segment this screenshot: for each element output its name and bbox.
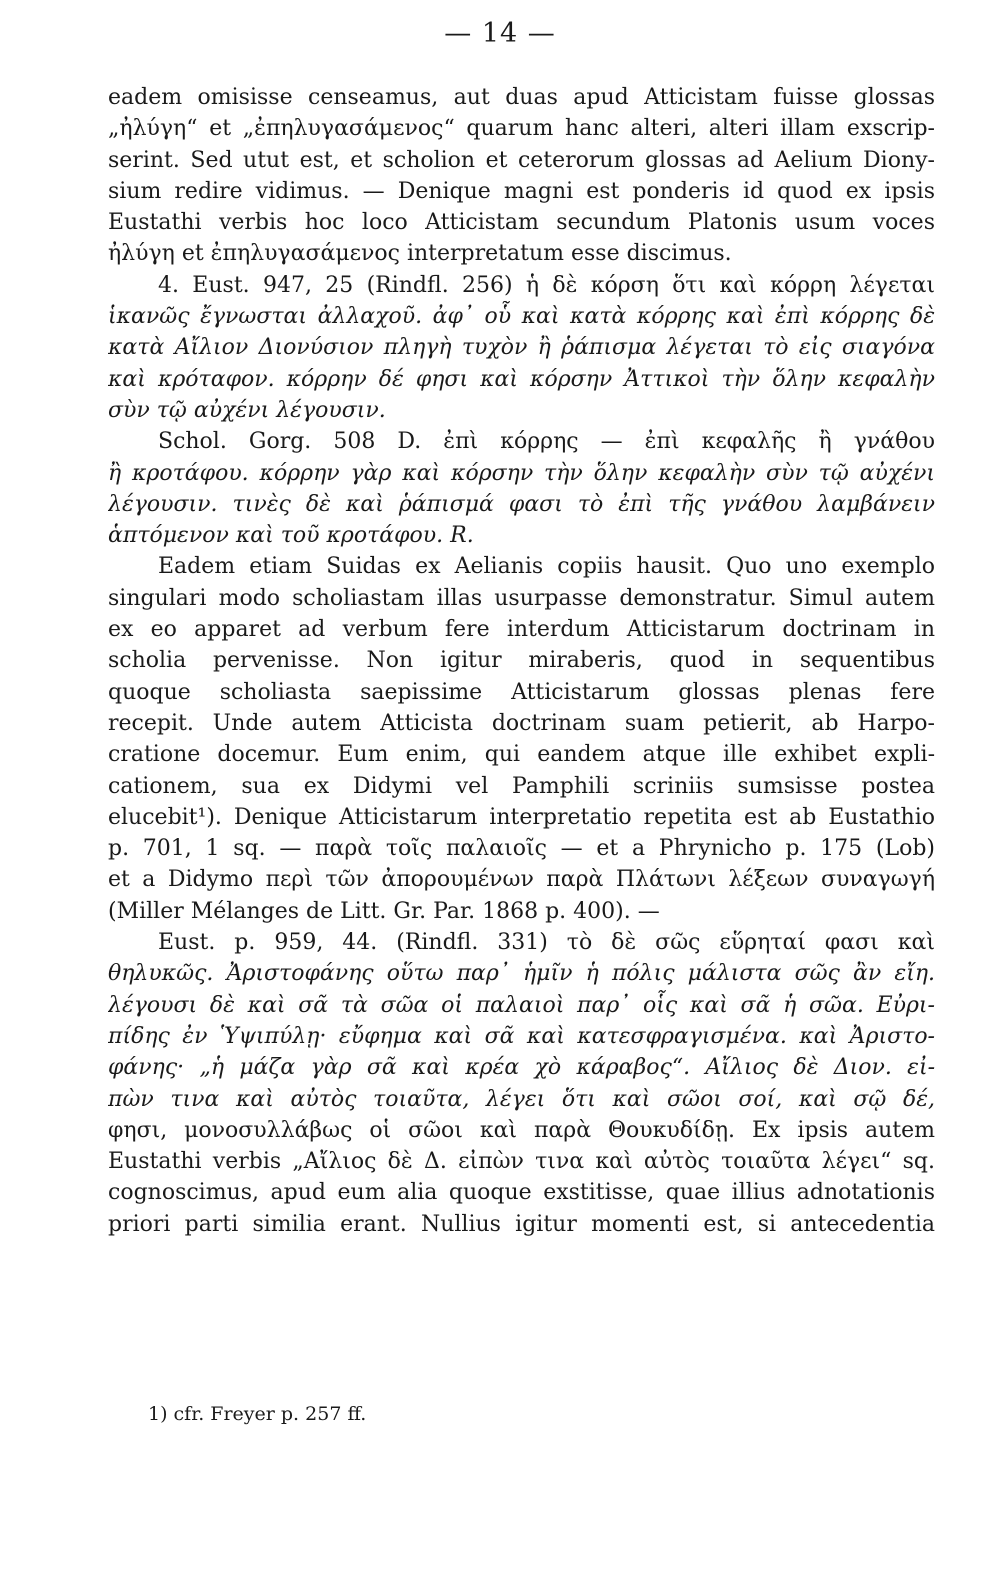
text-line: p. 701, 1 sq. — παρὰ τοῖς παλαιοῖς — et a Phrynicho p. 175 (Lob)	[108, 836, 935, 862]
text-line: φησι, μονοσυλλάβως οἱ σῶοι καὶ παρὰ Θουκυδίδῃ. Ex ipsis autem	[108, 1117, 935, 1143]
text-line: σὺν τῷ αὐχένι λέγουσιν.	[108, 397, 386, 423]
text-line: Schol. Gorg. 508 D. ἐπὶ κόρρης — ἐπὶ κεφαλῆς ἢ γνάθου	[158, 429, 935, 455]
text-line: κατὰ Αἴλιον Διονύσιον πληγὴ τυχὸν ἢ ῥάπισμα λέγεται τὸ εἰς σιαγόνα	[108, 335, 935, 361]
text-line: φάνης· „ἡ μάζα γὰρ σᾶ καὶ κρέα χὸ κάραβος“. Αἴλιος δὲ Διον. εἰ-	[108, 1055, 935, 1081]
footnote: 1) cfr. Freyer p. 257 ff.	[148, 1403, 367, 1425]
text-line: cationem, sua ex Didymi vel Pamphili scriniis sumsisse postea	[108, 773, 935, 799]
text-line: ἱκανῶς ἔγνωσται ἀλλαχοῦ. ἀφ᾽ οὗ καὶ κατὰ κόρρης καὶ ἐπὶ κόρρης δὲ	[108, 304, 935, 330]
text-line: λέγουσι δὲ καὶ σᾶ τὰ σῶα οἱ παλαιοὶ παρ᾽ οἷς καὶ σᾶ ἡ σῶα. Εὐρι-	[108, 992, 935, 1018]
text-line: Eustathi verbis hoc loco Atticistam secundum Platonis usum voces	[108, 210, 935, 236]
text-line: elucebit¹). Denique Atticistarum interpretatio repetita est ab Eustathio	[108, 804, 935, 830]
text-line: ἁπτόμενον καὶ τοῦ κροτάφου. R.	[108, 523, 474, 549]
text-line: θηλυκῶς. Ἀριστοφάνης οὕτω παρ᾽ ἡμῖν ἡ πόλις μάλιστα σῶς ἂν εἴη.	[108, 961, 935, 987]
text-line: πίδης ἐν Ὑψιπύλῃ· εὔφημα καὶ σᾶ καὶ κατεσφραγισμένα. καὶ Ἀριστο-	[108, 1023, 935, 1049]
text-line: recepit. Unde autem Atticista doctrinam suam petierit, ab Harpo-	[108, 710, 935, 736]
text-line: scholia pervenisse. Non igitur miraberis, quod in sequentibus	[108, 648, 935, 674]
text-line: Eadem etiam Suidas ex Aelianis copiis hausit. Quo uno exemplo	[158, 554, 935, 580]
text-line: quoque scholiasta saepissime Atticistarum glossas plenas fere	[108, 679, 935, 705]
page-number: — 14 —	[444, 18, 556, 49]
text-line: Eustathi verbis „Αἴλιος δὲ Δ. εἰπὼν τινα καὶ αὐτὸς τοιαῦτα λέγει“ sq.	[108, 1149, 935, 1175]
text-line: λέγουσιν. τινὲς δὲ καὶ ῥάπισμά φασι τὸ ἐπὶ τῆς γνάθου λαμβάνειν	[108, 491, 935, 517]
text-line: cognoscimus, apud eum alia quoque exstitisse, quae illius adnotationis	[108, 1180, 935, 1206]
text-line: (Miller Mélanges de Litt. Gr. Par. 1868 p. 400). —	[108, 898, 660, 924]
text-line: serint. Sed utut est, et scholion et ceterorum glossas ad Aelium Diony-	[108, 147, 935, 173]
text-line: πὼν τινα καὶ αὐτὸς τοιαῦτα, λέγει ὅτι καὶ σῶοι σοί, καὶ σῷ δέ,	[108, 1086, 935, 1112]
text-line: ἢ κροτάφου. κόρρην γὰρ καὶ κόρσην τὴν ὅλην κεφαλὴν σὺν τῷ αὐχένι	[108, 460, 935, 486]
text-line: et a Didymo περὶ τῶν ἀπορουμένων παρὰ Πλάτωνι λέξεων συναγωγή	[108, 867, 935, 893]
body-text	[108, 82, 935, 1240]
text-line: καὶ κρόταφον. κόρρην δέ φησι καὶ κόρσην Ἀττικοὶ τὴν ὅλην κεφαλὴν	[108, 366, 935, 392]
text-line: „ἠλύγη“ et „ἐπηλυγασάμενος“ quarum hanc alteri, alteri illam exscrip-	[108, 116, 935, 142]
text-line: singulari modo scholiastam illas usurpasse demonstratur. Simul autem	[108, 585, 935, 611]
text-line: 4. Eust. 947, 25 (Rindfl. 256) ἡ δὲ κόρση ὅτι καὶ κόρρη λέγεται	[158, 272, 935, 298]
text-line: cratione docemur. Eum enim, qui eandem atque ille exhibet expli-	[108, 742, 935, 768]
text-line: eadem omisisse censeamus, aut duas apud Atticistam fuisse glossas	[108, 85, 935, 110]
text-line: ἠλύγη et ἐπηλυγασάμενος interpretatum esse discimus.	[108, 241, 732, 267]
text-line: Eust. p. 959, 44. (Rindfl. 331) τὸ δὲ σῶς εὕρηταί φασι καὶ	[158, 930, 935, 956]
text-line: priori parti similia erant. Nullius igitur momenti est, si antecedentia	[108, 1211, 935, 1237]
text-line: sium redire vidimus. — Denique magni est ponderis id quod ex ipsis	[108, 178, 935, 204]
text-line: ex eo apparet ad verbum fere interdum Atticistarum doctrinam in	[108, 617, 935, 643]
